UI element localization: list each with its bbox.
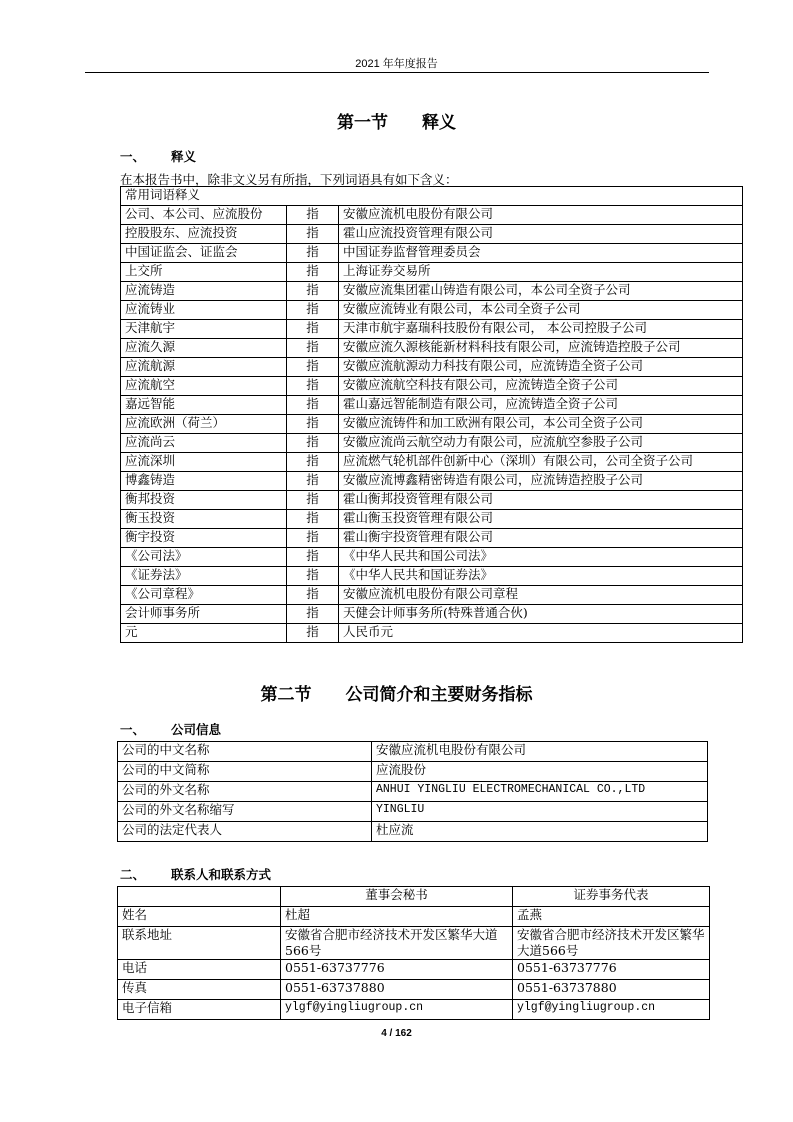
info-value-cell: ANHUI YINGLIU ELECTROMECHANICAL CO.,LTD bbox=[372, 782, 708, 802]
table-row bbox=[121, 605, 743, 624]
definition-cell: 上海证券交易所 bbox=[339, 263, 743, 282]
term-cell: 衡宇投资 bbox=[121, 529, 287, 548]
table-row bbox=[121, 301, 743, 320]
definition-cell: 安徽应流久源核能新材料科技有限公司，应流铸造控股子公司 bbox=[339, 339, 743, 358]
zhi-cell: 指 bbox=[287, 548, 339, 567]
subheading-number: 一、 bbox=[120, 722, 146, 737]
table-row bbox=[121, 586, 743, 605]
definition-cell: 安徽应流机电股份有限公司 bbox=[339, 206, 743, 225]
table-row bbox=[121, 396, 743, 415]
definitions-table bbox=[120, 186, 743, 643]
table-row bbox=[121, 358, 743, 377]
info-value-cell: 应流股份 bbox=[372, 762, 708, 782]
definition-cell: 人民币元 bbox=[339, 624, 743, 643]
contact-label-cell: 电话 bbox=[118, 960, 281, 980]
table-row bbox=[121, 472, 743, 491]
term-cell: 衡邦投资 bbox=[121, 491, 287, 510]
contact-rep-cell: 孟燕 bbox=[513, 907, 710, 927]
definition-cell: 安徽应流航空科技有限公司，应流铸造全资子公司 bbox=[339, 377, 743, 396]
zhi-cell: 指 bbox=[287, 434, 339, 453]
table-row bbox=[121, 510, 743, 529]
contact-header-rep: 证券事务代表 bbox=[513, 887, 710, 907]
table-row bbox=[121, 567, 743, 586]
contact-rep-cell: ylgf@yingliugroup.cn bbox=[513, 1000, 710, 1020]
page-header: 2021 年年度报告 bbox=[355, 58, 438, 70]
table-row bbox=[118, 927, 710, 960]
term-cell: 天津航宇 bbox=[121, 320, 287, 339]
zhi-cell: 指 bbox=[287, 415, 339, 434]
definition-cell: 安徽应流铸件和加工欧洲有限公司，本公司全资子公司 bbox=[339, 415, 743, 434]
zhi-cell: 指 bbox=[287, 358, 339, 377]
term-cell: 嘉远智能 bbox=[121, 396, 287, 415]
table-caption-row bbox=[121, 187, 743, 206]
table-row bbox=[121, 415, 743, 434]
definition-cell: 安徽应流机电股份有限公司章程 bbox=[339, 586, 743, 605]
section2-title: 第二节 公司简介和主要财务指标 bbox=[260, 685, 533, 705]
zhi-cell: 指 bbox=[287, 529, 339, 548]
info-label-cell: 公司的法定代表人 bbox=[118, 822, 372, 842]
definition-cell: 天津市航宇嘉瑞科技股份有限公司， 本公司控股子公司 bbox=[339, 320, 743, 339]
company-info-table bbox=[117, 741, 708, 842]
table-row bbox=[121, 225, 743, 244]
table-row bbox=[118, 1000, 710, 1020]
term-cell: 应流铸造 bbox=[121, 282, 287, 301]
table-caption: 常用词语释义 bbox=[121, 187, 743, 206]
table-row bbox=[121, 263, 743, 282]
zhi-cell: 指 bbox=[287, 510, 339, 529]
table-row bbox=[118, 802, 708, 822]
section1-subheading bbox=[120, 147, 196, 165]
definition-cell: 安徽应流集团霍山铸造有限公司，本公司全资子公司 bbox=[339, 282, 743, 301]
zhi-cell: 指 bbox=[287, 282, 339, 301]
table-row bbox=[118, 822, 708, 842]
contact-header-secretary: 董事会秘书 bbox=[281, 887, 513, 907]
table-row bbox=[118, 907, 710, 927]
zhi-cell: 指 bbox=[287, 301, 339, 320]
term-cell: 控股股东、应流投资 bbox=[121, 225, 287, 244]
info-label-cell: 公司的中文名称 bbox=[118, 742, 372, 762]
zhi-cell: 指 bbox=[287, 624, 339, 643]
subheading-label: 公司信息 bbox=[171, 722, 222, 737]
zhi-cell: 指 bbox=[287, 453, 339, 472]
info-label-cell: 公司的外文名称 bbox=[118, 782, 372, 802]
definition-cell: 安徽应流航源动力科技有限公司，应流铸造全资子公司 bbox=[339, 358, 743, 377]
term-cell: 应流航源 bbox=[121, 358, 287, 377]
contact-secretary-cell: 0551-63737880 bbox=[281, 980, 513, 1000]
definition-cell: 霍山衡宇投资管理有限公司 bbox=[339, 529, 743, 548]
term-cell: 《公司法》 bbox=[121, 548, 287, 567]
definition-cell: 中国证券监督管理委员会 bbox=[339, 244, 743, 263]
contact-secretary-cell: ylgf@yingliugroup.cn bbox=[281, 1000, 513, 1020]
term-cell: 应流航空 bbox=[121, 377, 287, 396]
table-row bbox=[121, 434, 743, 453]
section2-subheading-2 bbox=[120, 865, 271, 883]
intro-text: 在本报告书中，除非文义另有所指，下列词语具有如下含义： bbox=[120, 172, 458, 187]
contact-header-row bbox=[118, 887, 710, 907]
table-row bbox=[121, 529, 743, 548]
term-cell: 公司、本公司、应流股份 bbox=[121, 206, 287, 225]
subheading-number: 二、 bbox=[120, 867, 146, 882]
contact-secretary-cell: 安徽省合肥市经济技术开发区繁华大道566号 bbox=[281, 927, 513, 960]
zhi-cell: 指 bbox=[287, 605, 339, 624]
table-row bbox=[121, 491, 743, 510]
definition-cell: 天健会计师事务所(特殊普通合伙) bbox=[339, 605, 743, 624]
definition-cell: 应流燃气轮机部件创新中心（深圳）有限公司，公司全资子公司 bbox=[339, 453, 743, 472]
term-cell: 博鑫铸造 bbox=[121, 472, 287, 491]
definition-cell: 安徽应流博鑫精密铸造有限公司，应流铸造控股子公司 bbox=[339, 472, 743, 491]
definition-cell: 霍山嘉远智能制造有限公司，应流铸造全资子公司 bbox=[339, 396, 743, 415]
table-row bbox=[121, 244, 743, 263]
table-row bbox=[121, 548, 743, 567]
table-row bbox=[121, 624, 743, 643]
contact-rep-cell: 0551-63737776 bbox=[513, 960, 710, 980]
definition-cell: 霍山衡邦投资管理有限公司 bbox=[339, 491, 743, 510]
term-cell: 应流铸业 bbox=[121, 301, 287, 320]
contact-rep-cell: 0551-63737880 bbox=[513, 980, 710, 1000]
zhi-cell: 指 bbox=[287, 567, 339, 586]
definition-cell: 霍山衡玉投资管理有限公司 bbox=[339, 510, 743, 529]
table-row bbox=[118, 960, 710, 980]
table-row bbox=[118, 980, 710, 1000]
table-row bbox=[121, 453, 743, 472]
section1-title: 第一节 释义 bbox=[337, 113, 456, 133]
zhi-cell: 指 bbox=[287, 472, 339, 491]
info-value-cell: 杜应流 bbox=[372, 822, 708, 842]
contact-secretary-cell: 杜超 bbox=[281, 907, 513, 927]
contact-label-cell: 联系地址 bbox=[118, 927, 281, 960]
definition-cell: 霍山应流投资管理有限公司 bbox=[339, 225, 743, 244]
term-cell: 《公司章程》 bbox=[121, 586, 287, 605]
table-row bbox=[118, 762, 708, 782]
contact-secretary-cell: 0551-63737776 bbox=[281, 960, 513, 980]
zhi-cell: 指 bbox=[287, 396, 339, 415]
zhi-cell: 指 bbox=[287, 263, 339, 282]
term-cell: 应流久源 bbox=[121, 339, 287, 358]
term-cell: 会计师事务所 bbox=[121, 605, 287, 624]
subheading-label: 联系人和联系方式 bbox=[171, 867, 272, 882]
page-number: 4 / 162 bbox=[381, 1028, 412, 1039]
contact-label-cell: 电子信箱 bbox=[118, 1000, 281, 1020]
zhi-cell: 指 bbox=[287, 339, 339, 358]
term-cell: 上交所 bbox=[121, 263, 287, 282]
zhi-cell: 指 bbox=[287, 244, 339, 263]
table-row bbox=[118, 782, 708, 802]
zhi-cell: 指 bbox=[287, 225, 339, 244]
definition-cell: 《中华人民共和国证券法》 bbox=[339, 567, 743, 586]
contact-label-cell: 姓名 bbox=[118, 907, 281, 927]
table-row bbox=[118, 742, 708, 762]
definition-cell: 安徽应流尚云航空动力有限公司，应流航空参股子公司 bbox=[339, 434, 743, 453]
contact-header-empty bbox=[118, 887, 281, 907]
contact-table bbox=[117, 886, 710, 1020]
table-row bbox=[121, 206, 743, 225]
term-cell: 中国证监会、证监会 bbox=[121, 244, 287, 263]
zhi-cell: 指 bbox=[287, 377, 339, 396]
zhi-cell: 指 bbox=[287, 320, 339, 339]
term-cell: 衡玉投资 bbox=[121, 510, 287, 529]
term-cell: 应流尚云 bbox=[121, 434, 287, 453]
table-row bbox=[121, 282, 743, 301]
zhi-cell: 指 bbox=[287, 206, 339, 225]
header-divider bbox=[85, 72, 709, 73]
contact-rep-cell: 安徽省合肥市经济技术开发区繁华大道566号 bbox=[513, 927, 710, 960]
definition-cell: 安徽应流铸业有限公司，本公司全资子公司 bbox=[339, 301, 743, 320]
table-row bbox=[121, 377, 743, 396]
section2-subheading-1 bbox=[120, 720, 221, 738]
info-value-cell: 安徽应流机电股份有限公司 bbox=[372, 742, 708, 762]
table-row bbox=[121, 320, 743, 339]
term-cell: 元 bbox=[121, 624, 287, 643]
definition-cell: 《中华人民共和国公司法》 bbox=[339, 548, 743, 567]
info-label-cell: 公司的中文简称 bbox=[118, 762, 372, 782]
term-cell: 《证券法》 bbox=[121, 567, 287, 586]
info-value-cell: YINGLIU bbox=[372, 802, 708, 822]
zhi-cell: 指 bbox=[287, 491, 339, 510]
table-row bbox=[121, 339, 743, 358]
subheading-number: 一、 bbox=[120, 149, 146, 164]
contact-label-cell: 传真 bbox=[118, 980, 281, 1000]
term-cell: 应流欧洲（荷兰） bbox=[121, 415, 287, 434]
subheading-label: 释义 bbox=[171, 149, 197, 164]
info-label-cell: 公司的外文名称缩写 bbox=[118, 802, 372, 822]
term-cell: 应流深圳 bbox=[121, 453, 287, 472]
zhi-cell: 指 bbox=[287, 586, 339, 605]
